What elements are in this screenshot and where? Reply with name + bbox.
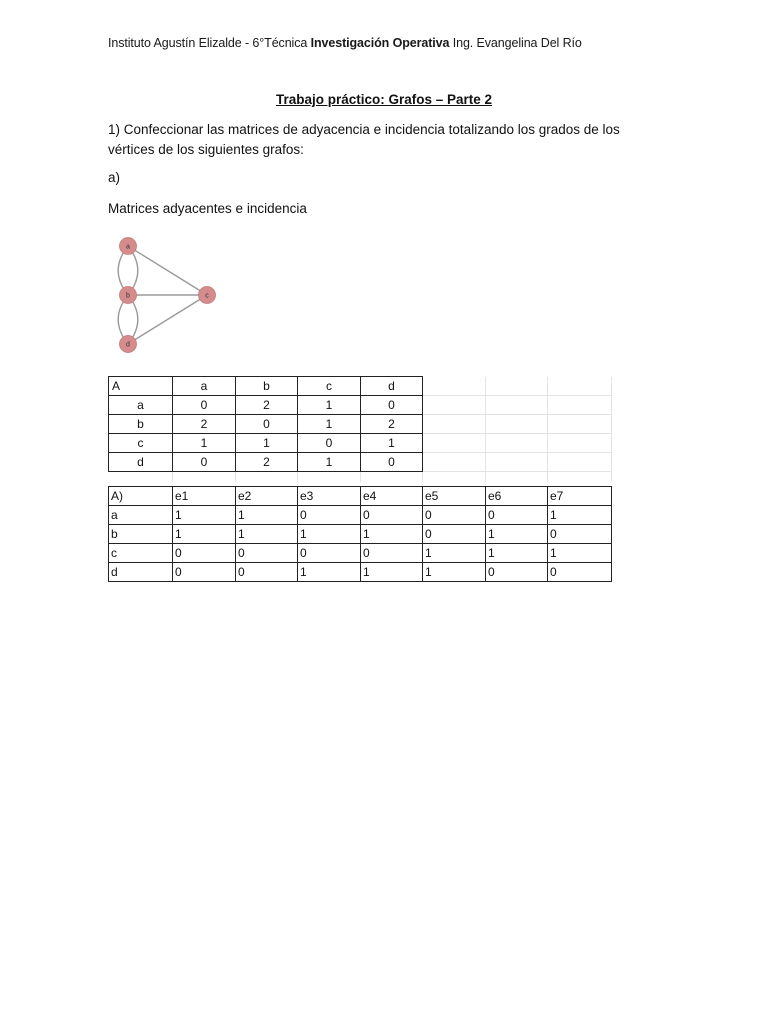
- empty-cell: [548, 377, 612, 396]
- empty-cell: [548, 453, 612, 472]
- empty-cell: [423, 377, 486, 396]
- incidence-row: [109, 506, 612, 525]
- adjacency-cell: 1: [298, 415, 361, 434]
- incidence-cell: 0: [236, 563, 298, 582]
- incidence-cell: 1: [361, 525, 423, 544]
- adjacency-cell: 0: [173, 396, 236, 415]
- graph-node-label: d: [126, 341, 130, 349]
- adjacency-row-label: d: [109, 453, 173, 472]
- incidence-cell: 0: [361, 506, 423, 525]
- incidence-corner: A): [109, 487, 173, 506]
- empty-cell: [298, 472, 361, 483]
- incidence-header-row: [109, 487, 612, 506]
- graph-edge-c-d: [126, 292, 209, 344]
- incidence-cell: 0: [236, 544, 298, 563]
- incidence-cell: 0: [298, 544, 361, 563]
- incidence-row-label: b: [109, 525, 173, 544]
- adjacency-col-header: b: [236, 377, 298, 396]
- adjacency-row: [109, 415, 612, 434]
- adjacency-cell: 1: [236, 434, 298, 453]
- adjacency-header-row: [109, 377, 612, 396]
- incidence-cell: 0: [173, 563, 236, 582]
- empty-cell: [173, 472, 236, 483]
- empty-cell: [548, 396, 612, 415]
- incidence-cell: 0: [486, 506, 548, 525]
- empty-cell: [361, 472, 423, 483]
- incidence-cell: 0: [548, 563, 612, 582]
- incidence-row-label: a: [109, 506, 173, 525]
- empty-cell: [486, 453, 548, 472]
- incidence-cell: 1: [486, 525, 548, 544]
- incidence-col-header: e1: [173, 487, 236, 506]
- incidence-cell: 0: [423, 525, 486, 544]
- adjacency-col-header: d: [361, 377, 423, 396]
- empty-cell: [548, 472, 612, 483]
- empty-cell: [423, 453, 486, 472]
- adjacency-cell: 1: [173, 434, 236, 453]
- empty-cell: [423, 472, 486, 483]
- adjacency-corner: A: [109, 377, 173, 396]
- empty-cell: [109, 472, 173, 483]
- incidence-col-header: e2: [236, 487, 298, 506]
- incidence-col-header: e5: [423, 487, 486, 506]
- incidence-cell: 1: [548, 544, 612, 563]
- incidence-cell: 0: [361, 544, 423, 563]
- incidence-col-header: e7: [548, 487, 612, 506]
- incidence-cell: 1: [236, 506, 298, 525]
- document-title: Trabajo práctico: Grafos – Parte 2: [275, 92, 493, 107]
- empty-cell: [486, 472, 548, 483]
- adjacency-col-header: a: [173, 377, 236, 396]
- adjacency-row: [109, 396, 612, 415]
- incidence-cell: 1: [298, 525, 361, 544]
- incidence-cell: 0: [298, 506, 361, 525]
- incidence-cell: 1: [423, 544, 486, 563]
- empty-cell: [236, 472, 298, 483]
- empty-cell: [423, 415, 486, 434]
- incidence-col-header: e6: [486, 487, 548, 506]
- empty-cell: [486, 434, 548, 453]
- incidence-cell: 1: [173, 506, 236, 525]
- adjacency-cell: 1: [298, 453, 361, 472]
- adjacency-cell: 0: [298, 434, 361, 453]
- incidence-cell: 1: [423, 563, 486, 582]
- incidence-cell: 0: [548, 525, 612, 544]
- adjacency-cell: 0: [173, 453, 236, 472]
- empty-cell: [486, 415, 548, 434]
- adjacency-row-label: c: [109, 434, 173, 453]
- incidence-cell: 1: [361, 563, 423, 582]
- incidence-row-label: c: [109, 544, 173, 563]
- adjacency-cell: 2: [236, 453, 298, 472]
- adjacency-cell: 0: [236, 415, 298, 434]
- empty-cell: [548, 415, 612, 434]
- incidence-cell: 1: [173, 525, 236, 544]
- adjacency-cell: 1: [298, 396, 361, 415]
- adjacency-cell: 2: [236, 396, 298, 415]
- incidence-table: [108, 486, 612, 582]
- question-1: 1) Confeccionar las matrices de adyacencia e incidencia totalizando los grados de los vértices de los siguientes grafos:: [108, 122, 620, 157]
- incidence-matrix: [108, 486, 611, 582]
- graph-edge-a-c: [126, 243, 207, 295]
- adjacency-cell: 2: [361, 415, 423, 434]
- header-teacher: Ing. Evangelina Del Río: [452, 36, 582, 50]
- graph-diagram: [108, 234, 228, 354]
- graph-node-label: a: [126, 243, 130, 251]
- incidence-cell: 0: [486, 563, 548, 582]
- spacer-row: [109, 472, 612, 483]
- incidence-cell: 1: [486, 544, 548, 563]
- graph-node-label: b: [126, 292, 130, 300]
- incidence-cell: 1: [548, 506, 612, 525]
- adjacency-cell: 1: [361, 434, 423, 453]
- empty-cell: [486, 396, 548, 415]
- adjacency-row: [109, 434, 612, 453]
- empty-cell: [423, 396, 486, 415]
- adjacency-row-label: a: [109, 396, 173, 415]
- incidence-row-label: d: [109, 563, 173, 582]
- item-a-label: a): [108, 170, 121, 185]
- adjacency-cell: 0: [361, 396, 423, 415]
- empty-cell: [423, 434, 486, 453]
- incidence-row: [109, 525, 612, 544]
- incidence-col-header: e4: [361, 487, 423, 506]
- incidence-cell: 1: [236, 525, 298, 544]
- adjacency-cell: 0: [361, 453, 423, 472]
- adjacency-matrix: [108, 376, 611, 482]
- adjacency-table: [108, 376, 612, 482]
- adjacency-col-header: c: [298, 377, 361, 396]
- incidence-col-header: e3: [298, 487, 361, 506]
- incidence-cell: 0: [173, 544, 236, 563]
- incidence-row: [109, 544, 612, 563]
- empty-cell: [486, 377, 548, 396]
- adjacency-cell: 2: [173, 415, 236, 434]
- header-institute: Instituto Agustín Elizalde - 6°Técnica: [108, 36, 308, 50]
- empty-cell: [548, 434, 612, 453]
- incidence-row: [109, 563, 612, 582]
- graph-node-label: c: [205, 292, 209, 300]
- adjacency-row-label: b: [109, 415, 173, 434]
- incidence-cell: 0: [423, 506, 486, 525]
- matrices-subheading: Matrices adyacentes e incidencia: [108, 201, 307, 216]
- header-subject: Investigación Operativa: [310, 36, 450, 50]
- adjacency-row: [109, 453, 612, 472]
- incidence-cell: 1: [298, 563, 361, 582]
- page-header: [108, 36, 708, 50]
